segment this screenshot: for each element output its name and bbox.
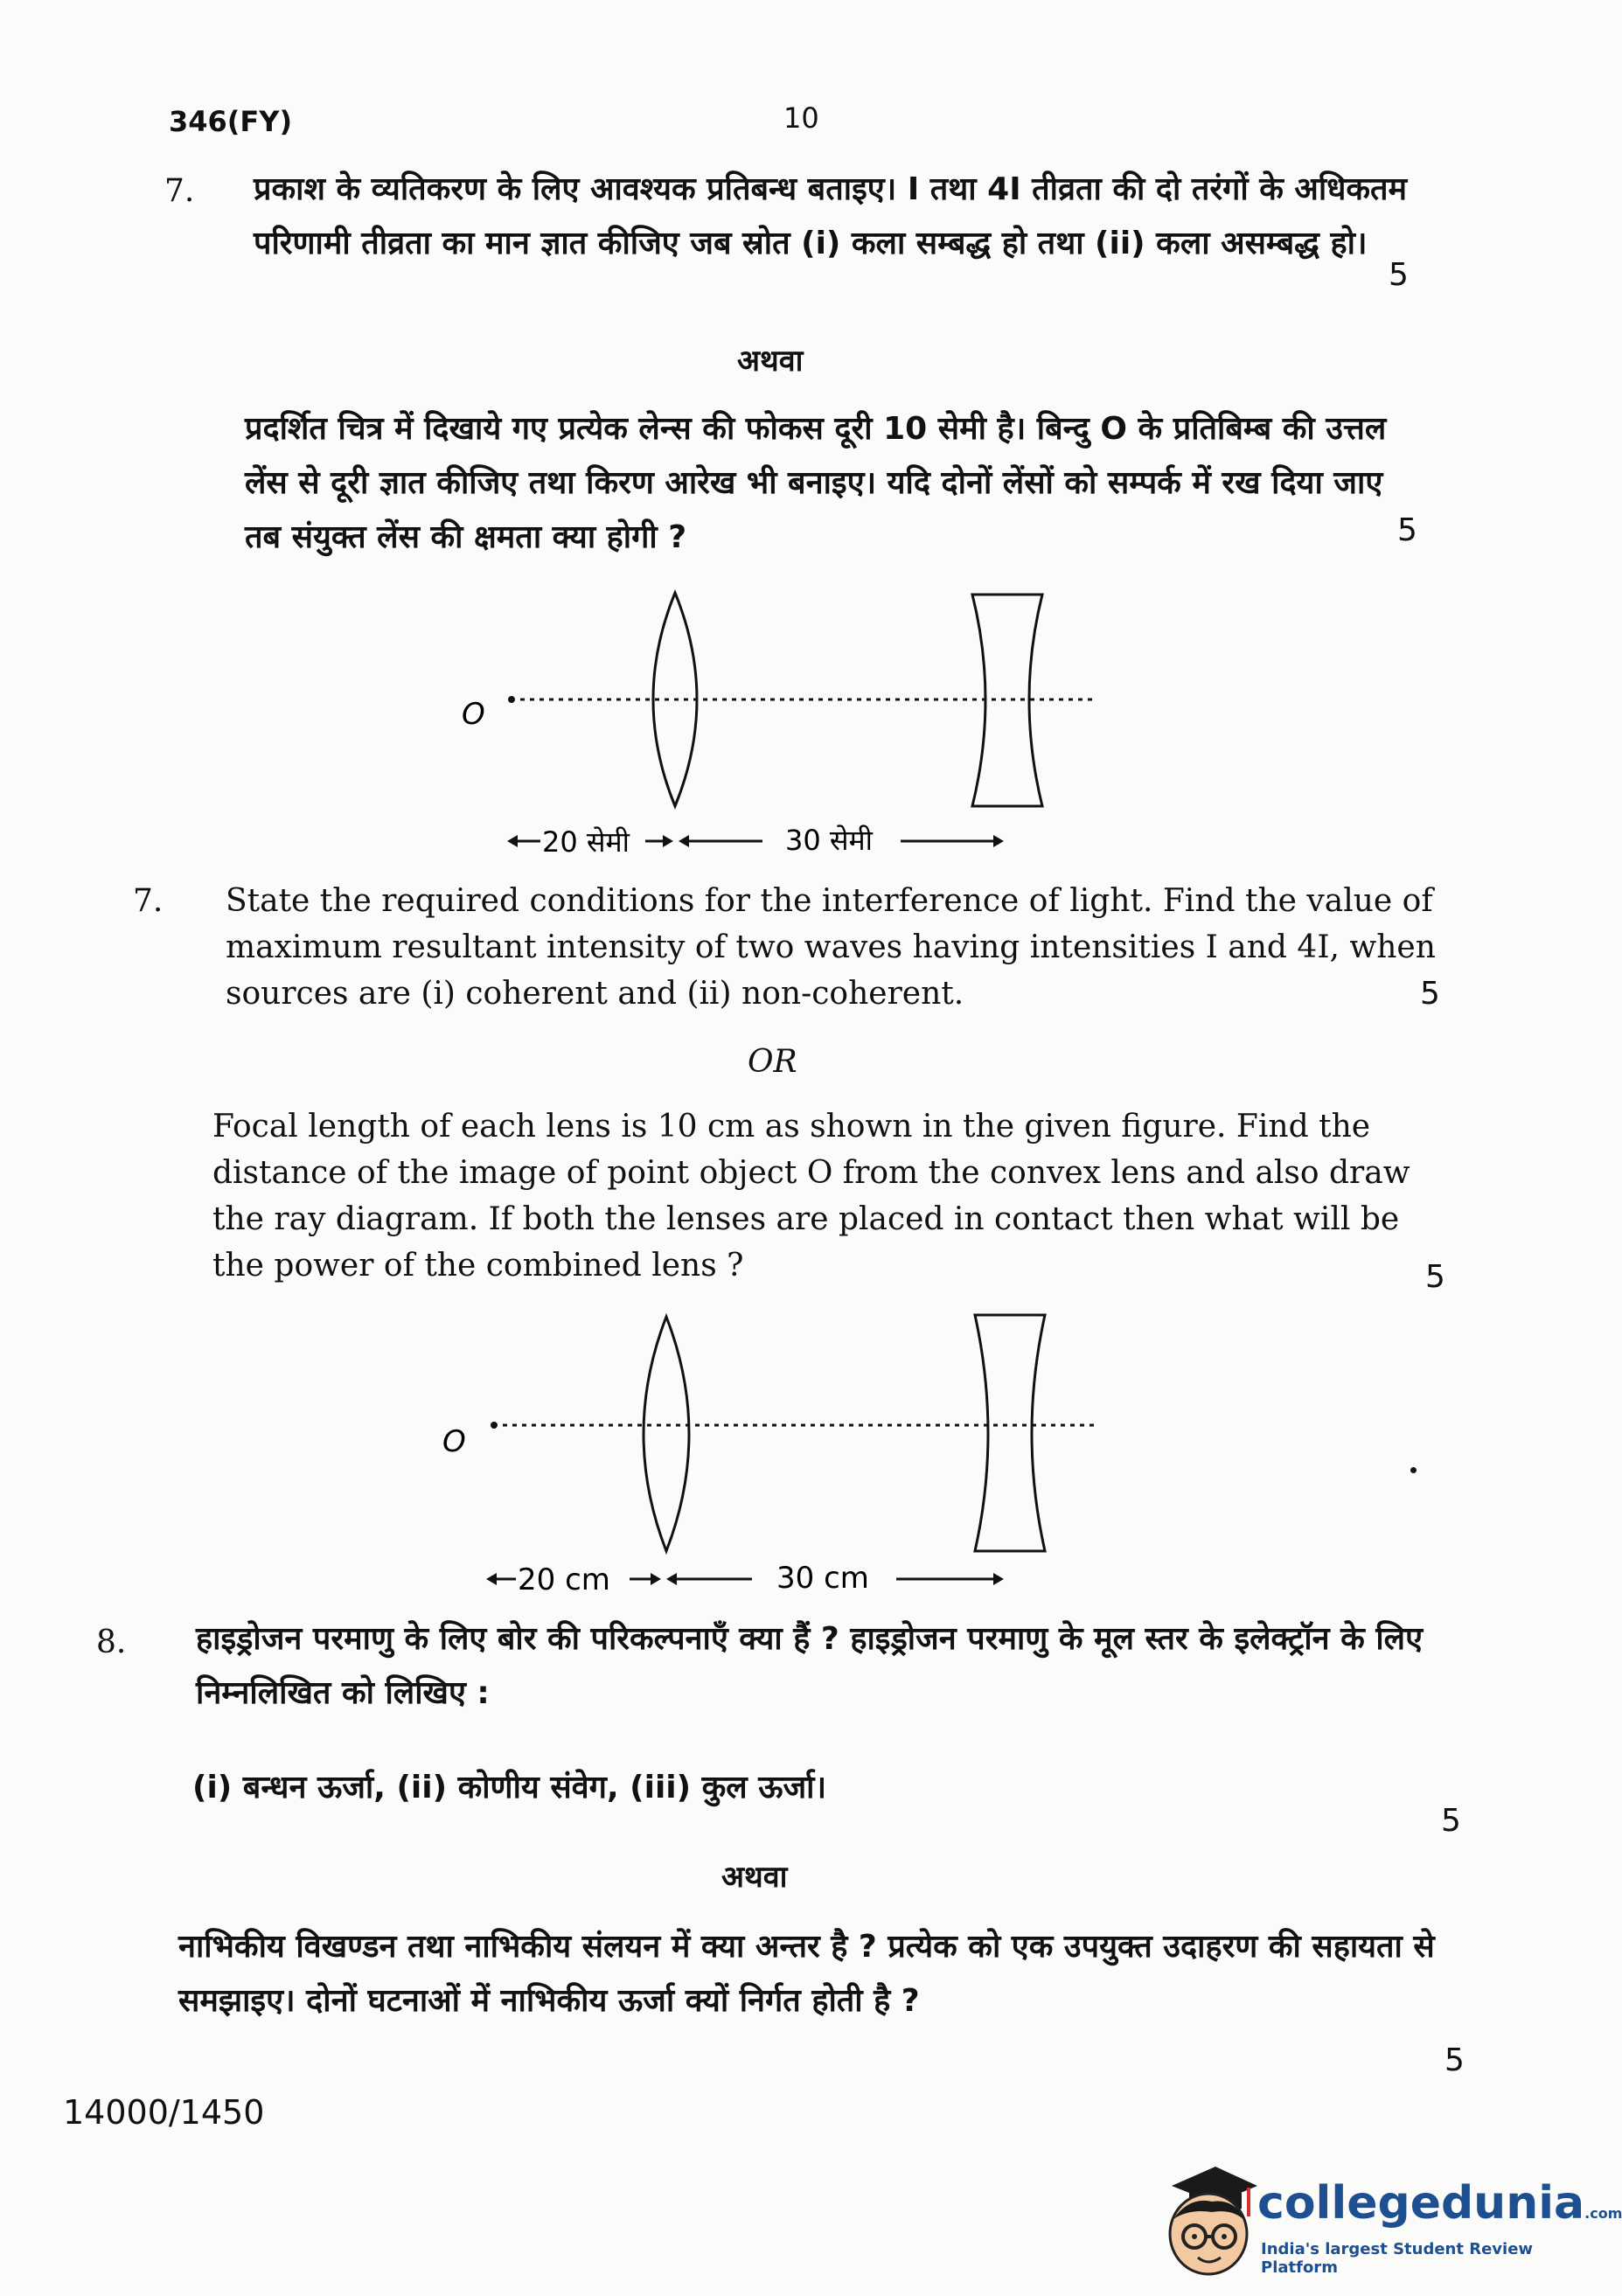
- stray-dot: [1410, 1467, 1417, 1473]
- q8-number: 8.: [96, 1625, 127, 1660]
- q7-english-marks: 5: [1420, 976, 1440, 1012]
- brand-name: collegedunia.com: [1257, 2177, 1622, 2230]
- q8-hindi-alt-question: नाभिकीय विखण्डन तथा नाभिकीय संलयन में क्या अन्तर है ? प्रत्येक को एक उपयुक्त उदाहरण की सहायता से समझाइए। दोनों घटनाओं में नाभिकीय ऊर्जा क्यों निर्गत होती है ?: [178, 1929, 1435, 2019]
- q8-hindi-or: अथवा: [721, 1860, 788, 1895]
- q7-english-question: State the required conditions for the interference of light. Find the value of maximum resultant intensity of two waves having intensities I and 4I, when sources are (i) coherent and (ii) non-coherent.: [226, 883, 1436, 1012]
- collegedunia-watermark: [1154, 2142, 1622, 2291]
- q7-hindi-or: अथवा: [737, 344, 804, 379]
- q7-number-hindi: 7.: [164, 173, 195, 209]
- object-point: [508, 696, 515, 703]
- distance-label-2: 30 cm: [776, 1561, 869, 1596]
- distance-label-1: 20 cm: [518, 1562, 610, 1597]
- object-label: O: [462, 697, 485, 732]
- distance-label-2: 30 सेमी: [785, 824, 873, 857]
- q7-hindi-alt-marks: 5: [1397, 512, 1417, 548]
- object-label: O: [442, 1424, 466, 1459]
- q7-number-english: 7.: [133, 883, 164, 919]
- q7-english-alt-marks: 5: [1425, 1259, 1445, 1295]
- print-code: 14000/1450: [63, 2093, 265, 2132]
- q7-english-or: OR: [748, 1044, 797, 1080]
- convex-lens: [644, 1317, 689, 1551]
- object-point: [491, 1422, 498, 1429]
- paper-code: 346(FY): [169, 105, 293, 138]
- q8-hindi-parts: (i) बन्धन ऊर्जा, (ii) कोणीय संवेग, (iii) कुल ऊर्जा।: [192, 1770, 827, 1805]
- q7-hindi-marks: 5: [1389, 257, 1409, 293]
- brand-tagline: India's largest Student Review Platform: [1261, 2240, 1534, 2277]
- lens-figure-hindi: [437, 577, 1137, 866]
- q7-hindi-alt-question: प्रदर्शित चित्र में दिखाये गए प्रत्येक लेन्स की फोकस दूरी 10 सेमी है। बिन्दु O के प्रतिबिम्ब की उत्तल लेंस से दूरी ज्ञात कीजिए तथा किरण आरेख भी बनाइए। यदि दोनों लेंसों को सम्पर्क में रख दिया जाए तब संयुक्त लेंस की क्षमता क्या होगी ?: [245, 411, 1387, 555]
- q8-hindi-question: हाइड्रोजन परमाणु के लिए बोर की परिकल्पनाएँ क्या हैं ? हाइड्रोजन परमाणु के मूल स्तर के इलेक्ट्रॉन के लिए निम्नलिखित को लिखिए :: [196, 1621, 1423, 1711]
- mascot-icon: [1154, 2151, 1259, 2282]
- q8-hindi-alt-marks: 5: [1444, 2042, 1465, 2078]
- q7-hindi-question: प्रकाश के व्यतिकरण के लिए आवश्यक प्रतिबन्ध बताइए। I तथा 4I तीव्रता की दो तरंगों के अधिकतम परिणामी तीव्रता का मान ज्ञात कीजिए जब स्रोत (i) कला सम्बद्ध हो तथा (ii) कला असम्बद्ध हो।: [254, 171, 1408, 261]
- distance-label-1: 20 सेमी: [542, 825, 630, 859]
- lens-figure-english: [420, 1303, 1137, 1600]
- page-number: 10: [783, 101, 819, 135]
- q7-english-alt-question: Focal length of each lens is 10 cm as shown in the given figure. Find the distance of the image of point object O from the convex lens and also draw the ray diagram. If both the lenses are placed in contact then what will be the power of the combined lens ?: [212, 1109, 1410, 1284]
- q8-hindi-marks: 5: [1441, 1803, 1461, 1839]
- concave-lens: [975, 1315, 1045, 1551]
